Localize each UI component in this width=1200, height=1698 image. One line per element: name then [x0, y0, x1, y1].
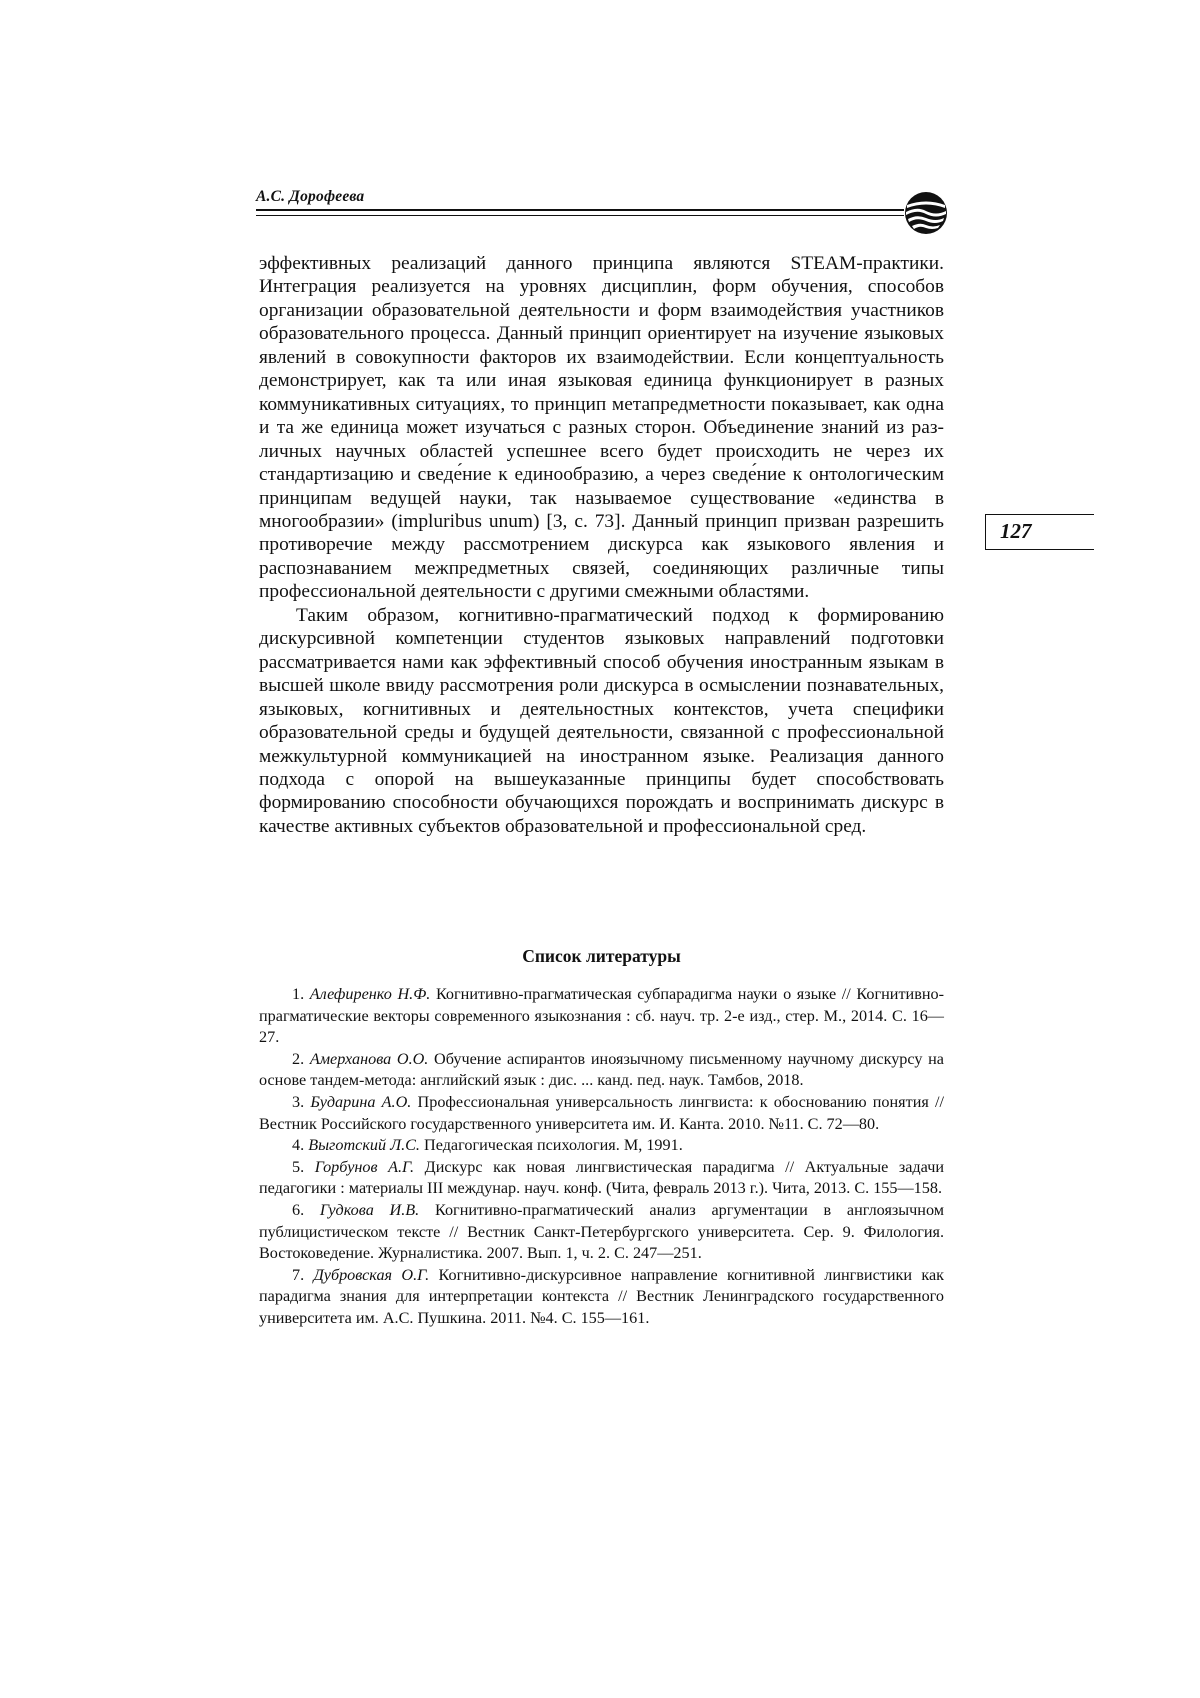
reference-author: Гудкова И.В.: [319, 1200, 420, 1219]
references-title: Список литературы: [522, 946, 681, 966]
reference-number: 4.: [292, 1136, 305, 1155]
reference-text: Дискурс как новая лингвистическая парадигма // Актуальные задачи педагогики : материалы III междунар. науч. конф. (Чита, февраль 2013 г.). Чита, 2013. С. 155—158.: [259, 1157, 945, 1198]
references-list: [259, 984, 944, 1330]
reference-text: Профессиональная универсальность лингвиста: к обоснованию понятия // Вестник Российского государственного университета им. И. Канта. 2010. №11. С. 72—80.: [259, 1092, 945, 1133]
reference-item: [259, 1157, 944, 1200]
reference-text: Когнитивно-прагматический анализ аргументации в англоязычном публицистическом тексте // Вестник Санкт-Петербургского университета. Сер. 9. Филология. Востоковедение. Журналистика. 2007. Вып. 1, ч. 2. С. 247—251.: [259, 1200, 944, 1263]
reference-item: [259, 1200, 944, 1265]
page-number-box: [985, 514, 1094, 550]
reference-author: Алефиренко Н.Ф.: [309, 985, 431, 1003]
reference-text: Педагогическая психология. М, 1991.: [424, 1136, 683, 1155]
journal-logo-icon: [903, 190, 949, 236]
header-rule-thin: [256, 215, 904, 216]
reference-item: [259, 1092, 944, 1135]
reference-author: Амерханова О.О.: [309, 1049, 429, 1068]
reference-author: Бударина А.О.: [310, 1092, 412, 1111]
reference-item: [259, 984, 944, 1049]
reference-number: 1.: [292, 985, 305, 1003]
running-header: [256, 188, 916, 208]
reference-text: Когнитивно-дискурсивное направление когнитивной лингвистики как парадигма знания для интерпретации контекста // Вестник Ленинградского государственного университета им. А.С. Пушкина. 2011. №4. С. 155—161.: [259, 1265, 945, 1327]
paragraph: Таким образом, когнитивно-прагматический подход к формированию дискурсивной компетенции студентов языковых направлений подготовки рассматривается нами как эффективный способ обучения иностранным языкам в высшей школе ввиду рассмотрения роли дискурса в осмыслении познавательных, языковых, когнитивных и деятельностных контекстов, учета специфики образовательной среды и будущей деятельности, связанной с профессиональной межкультурной коммуникацией на иностранном языке. Реализация данного подхода с опорой на вышеуказанные принципы будет способствовать формированию способности обучающихся порождать и воспринимать дискурс в качестве активных субъектов образовательной и профессиональной сред.: [259, 604, 944, 837]
reference-number: 6.: [292, 1200, 305, 1219]
body-text: [259, 252, 944, 838]
reference-author: Дубровская О.Г.: [313, 1265, 430, 1284]
paragraph: эффективных реализаций данного принципа являются STEAM-практики. Интеграция реализуется на уровнях дисциплин, форм обучения, способов организации образовательной деятельности и форм взаимодействия участников образовательного процесса. Данный принцип ориентирует на изучение языковых явлений в совокупности факторов их взаимодействии. Если концептуальность демонстрирует, как та или иная языковая единица функционирует в разных коммуникативных ситуациях, то принцип метапредметности показывает, как одна и та же единица может изучаться с разных сторон. Объединение знаний из различных научных областей успешнее всего будет происходить не через их стандартизацию и сведе́ние к единообразию, а через сведе́ние к онтологическим принципам ведущей науки, так называемое существование «единства в многообразии» (impluribus unum) [3, с. 73]. Данный принцип призван разрешить противоречие между рассмотрением дискурса как языкового явления и распознаванием межпредметных связей, соединяющих различные типы профессиональной деятельности с другими смежными областями.: [259, 253, 944, 603]
header-rule-thick: [256, 209, 904, 211]
header-author: А.С. Дорофеева: [256, 188, 365, 205]
reference-number: 5.: [292, 1157, 305, 1176]
reference-item: [259, 1265, 944, 1330]
reference-author: Горбунов А.Г.: [314, 1157, 415, 1176]
reference-number: 7.: [292, 1265, 305, 1284]
reference-text: Когнитивно-прагматическая субпарадигма науки о языке // Когнитивно-прагматические векторы современного языкознания : сб. науч. тр. 2-е изд., стер. М., 2014. С. 16—27.: [259, 985, 945, 1047]
reference-author: Выготский Л.С.: [308, 1136, 420, 1155]
reference-item: [259, 1135, 944, 1157]
reference-item: [259, 1049, 944, 1092]
page-number: 127: [1000, 519, 1032, 543]
reference-number: 2.: [292, 1049, 305, 1068]
reference-text: Обучение аспирантов иноязычному письменному научному дискурсу на основе тандем-метода: английский язык : дис. ... канд. пед. наук. Тамбов, 2018.: [259, 1049, 944, 1090]
reference-number: 3.: [292, 1092, 305, 1111]
